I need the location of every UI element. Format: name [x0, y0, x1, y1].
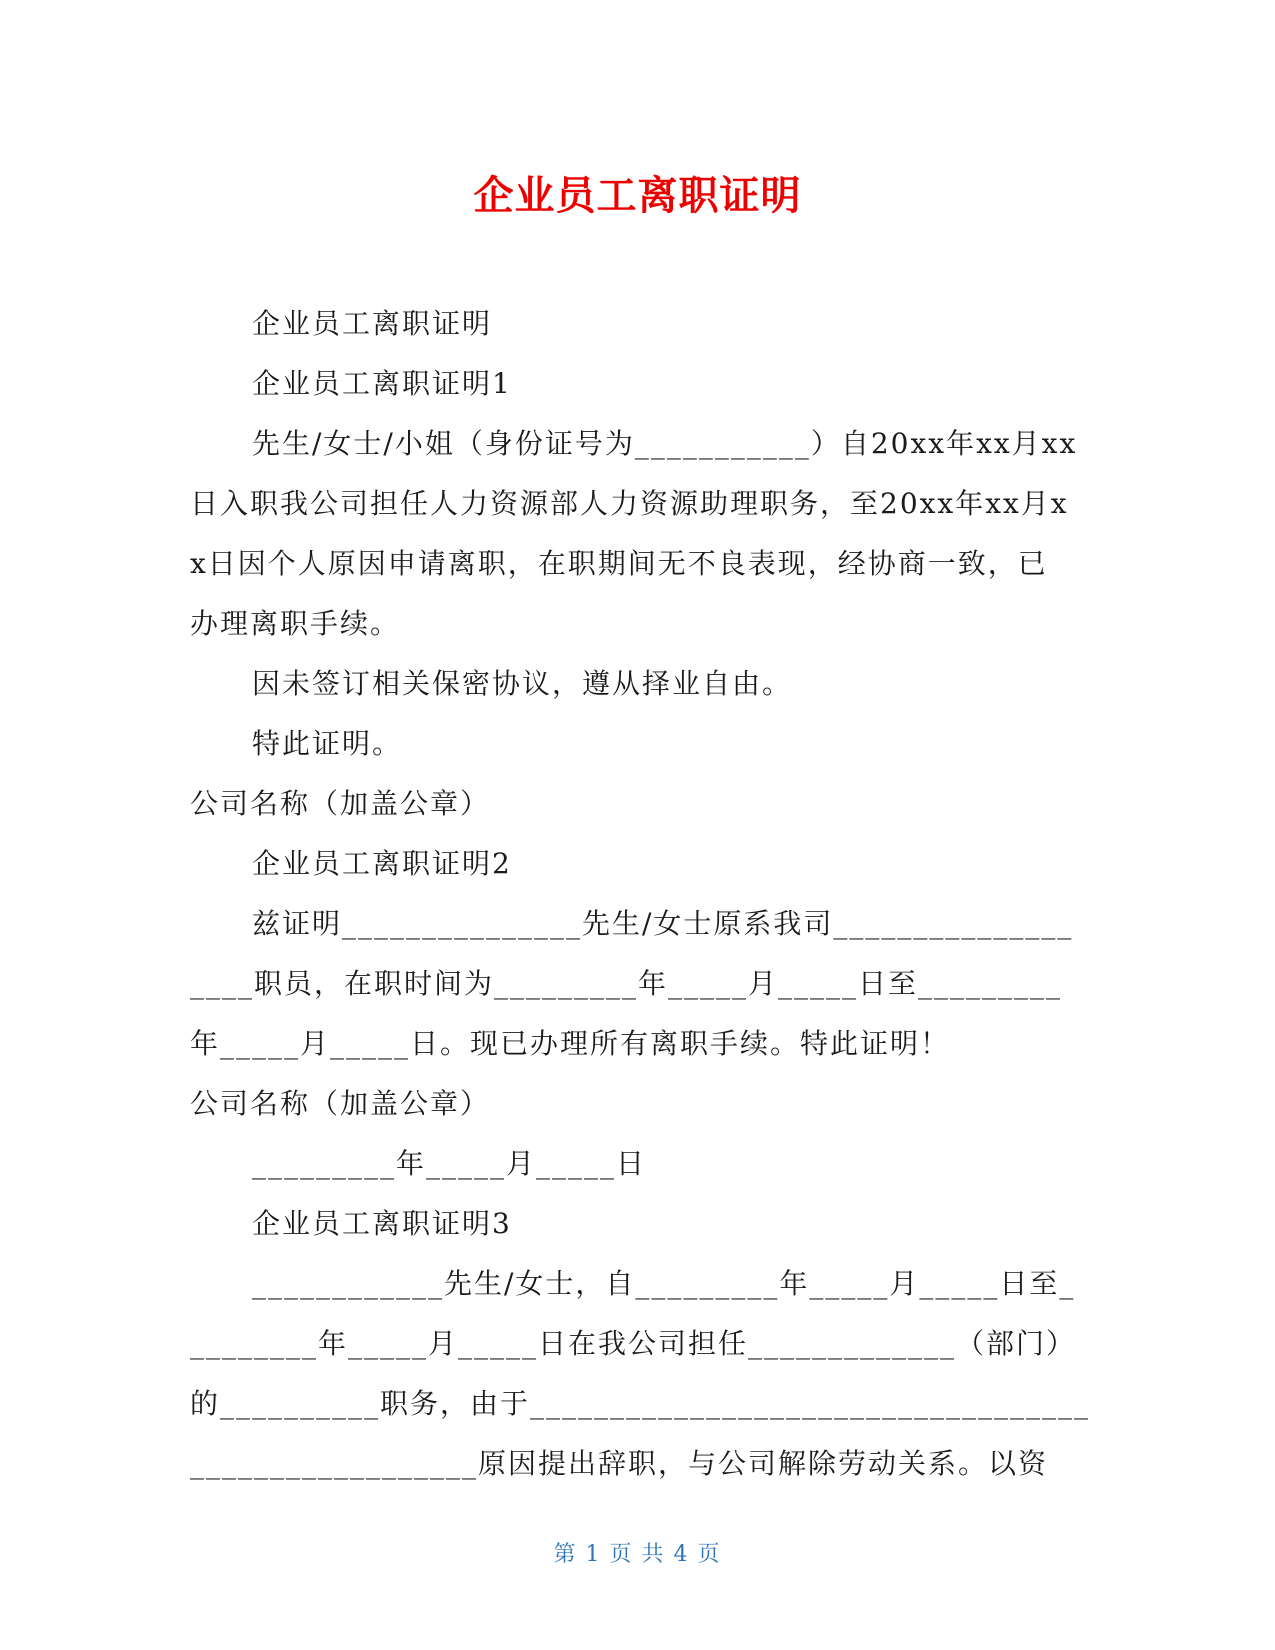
- footer-page-label: 第: [553, 1542, 578, 1567]
- paragraph-line: 特此证明。: [252, 727, 403, 760]
- paragraph-line: 先生/女士/小姐（身份证号为___________）自20xx年xx月xx: [252, 427, 1078, 460]
- document-body: [190, 294, 1090, 1494]
- paragraph-line: 办理离职手续。: [190, 607, 401, 640]
- paragraph-line: x日因个人原因申请离职，在职期间无不良表现，经协商一致，已: [190, 547, 1048, 580]
- paragraph-line: ____职员，在职时间为_________年_____月_____日至_________: [190, 967, 1063, 1000]
- section-heading-3: 企业员工离职证明3: [252, 1207, 512, 1240]
- paragraph-line: 日入职我公司担任人力资源部人力资源助理职务，至20xx年xx月x: [190, 487, 1069, 520]
- footer-current-page: 1: [585, 1542, 602, 1567]
- paragraph-line: ____________先生/女士，自_________年_____月_____日至_: [252, 1267, 1076, 1300]
- footer-page-unit: 页: [609, 1542, 634, 1567]
- paragraph-line: 的__________职务，由于___________________________________: [190, 1387, 1091, 1420]
- company-seal-line: 公司名称（加盖公章）: [190, 787, 491, 820]
- company-seal-line: 公司名称（加盖公章）: [190, 1087, 491, 1120]
- paragraph-line: __________________原因提出辞职，与公司解除劳动关系。以资: [190, 1447, 1049, 1480]
- paragraph-line: 年_____月_____日。现已办理所有离职手续。特此证明！: [190, 1027, 951, 1060]
- paragraph-line: 兹证明_______________先生/女士原系我司_______________: [252, 907, 1074, 940]
- footer-total-label: 共: [641, 1542, 666, 1567]
- footer-total-pages: 4: [673, 1542, 690, 1567]
- section-heading-2: 企业员工离职证明2: [252, 847, 512, 880]
- paragraph-line: 因未签订相关保密协议，遵从择业自由。: [252, 667, 793, 700]
- footer-total-unit: 页: [697, 1542, 722, 1567]
- document-title: 企业员工离职证明: [473, 173, 802, 219]
- section-heading-1: 企业员工离职证明1: [252, 367, 512, 400]
- section-heading: 企业员工离职证明: [252, 307, 493, 340]
- paragraph-line: ________年_____月_____日在我公司担任_____________（部门）: [190, 1327, 1077, 1360]
- date-line: _________年_____月_____日: [252, 1147, 647, 1180]
- page-footer: [0, 1540, 1275, 1570]
